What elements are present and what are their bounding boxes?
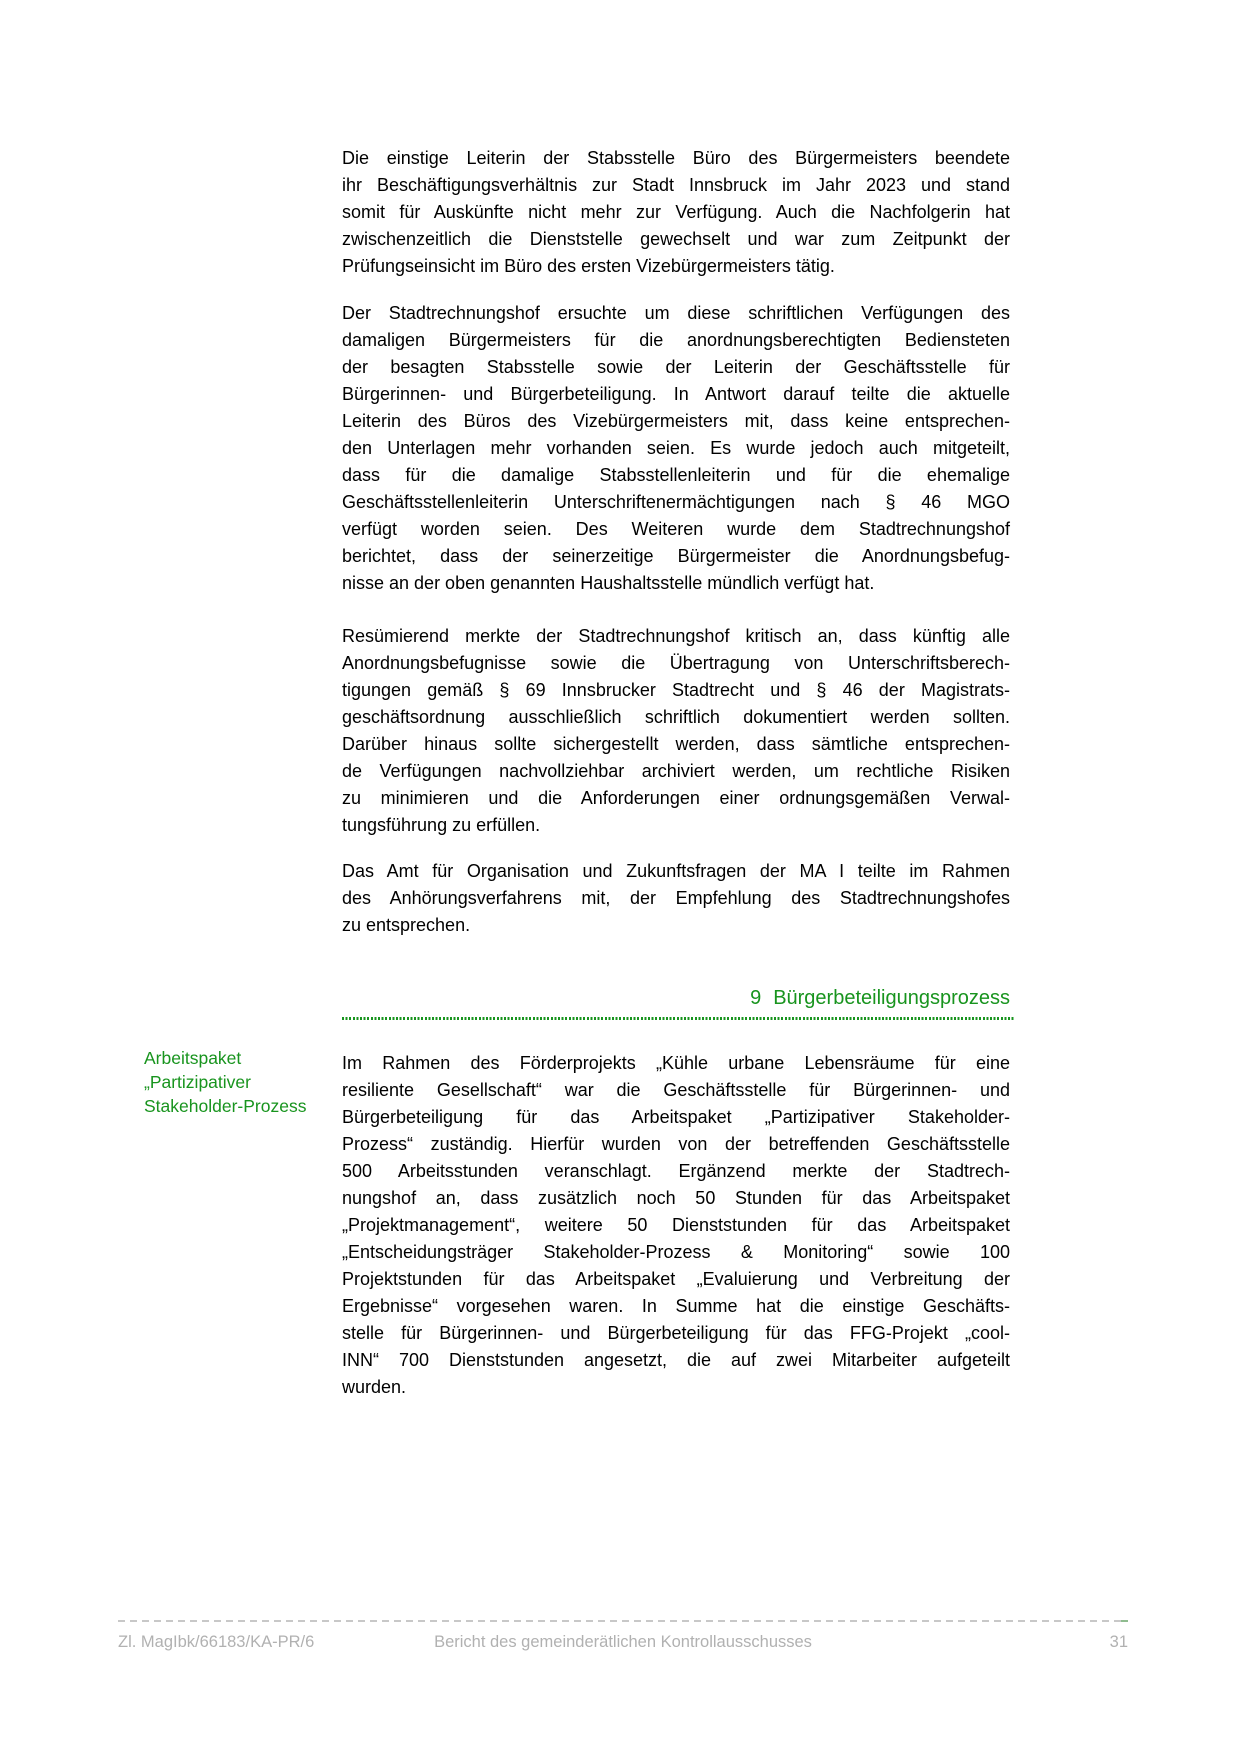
text-line: 500 Arbeitsstunden veranschlagt. Ergänzend merkte der Stadtrech- xyxy=(342,1161,1010,1181)
text-line: Geschäftsstellenleiterin Unterschriftenermächtigungen nach § 46 MGO xyxy=(342,492,1010,512)
footer-page-number: 31 xyxy=(1109,1633,1128,1651)
text-line: verfügt worden seien. Des Weiteren wurde dem Stadtrechnungshof xyxy=(342,519,1010,539)
text-line: zwischenzeitlich die Dienststelle gewechselt und war zum Zeitpunkt der xyxy=(342,229,1010,249)
text-line: Anordnungsbefugnisse sowie die Übertragung von Unterschriftsberech- xyxy=(342,653,1010,673)
section-number: 9 xyxy=(750,987,762,1009)
text-line: Im Rahmen des Förderprojekts „Kühle urbane Lebensräume für eine xyxy=(342,1053,1010,1073)
paragraph-resuemee-empfehlung xyxy=(342,623,1010,839)
margin-note-arbeitspaket xyxy=(144,1046,359,1118)
text-line: „Projektmanagement“, weitere 50 Dienststunden für das Arbeitspaket xyxy=(342,1215,1010,1235)
text-line: Bürgerinnen- und Bürgerbeteiligung. In Antwort darauf teilte die aktuelle xyxy=(342,384,1010,404)
paragraph-anhoerungsverfahren xyxy=(342,858,1010,939)
text-line: „Partizipativer xyxy=(144,1072,251,1092)
footer-reference-number: Zl. MagIbk/66183/KA-PR/6 xyxy=(118,1633,315,1651)
text-line: den Unterlagen mehr vorhanden seien. Es wurde jedoch auch mitgeteilt, xyxy=(342,438,1010,458)
text-line: berichtet, dass der seinerzeitige Bürgermeister die Anordnungsbefug- xyxy=(342,546,1010,566)
text-line: nisse an der oben genannten Haushaltsstelle mündlich verfügt hat. xyxy=(342,573,875,593)
text-line: Ergebnisse“ vorgesehen waren. In Summe hat die einstige Geschäfts- xyxy=(342,1296,1010,1316)
text-line: dass für die damalige Stabsstellenleiterin und für die ehemalige xyxy=(342,465,1010,485)
text-line: Leiterin des Büros des Vizebürgermeisters mit, dass keine entsprechen- xyxy=(342,411,1010,431)
text-line: somit für Auskünfte nicht mehr zur Verfügung. Auch die Nachfolgerin hat xyxy=(342,202,1010,222)
text-line: resiliente Gesellschaft“ war die Geschäftsstelle für Bürgerinnen- und xyxy=(342,1080,1010,1100)
text-line: Arbeitspaket xyxy=(144,1048,242,1068)
footer-dashed-divider xyxy=(118,1620,1128,1622)
paragraph-leiterin-stabsstelle xyxy=(342,145,1010,280)
section-heading xyxy=(342,986,1010,1010)
section-divider-dotted-line xyxy=(342,1017,1014,1020)
text-line: Stakeholder-Prozess xyxy=(144,1096,307,1116)
text-line: Die einstige Leiterin der Stabsstelle Büro des Bürgermeisters beendete xyxy=(342,148,1010,168)
text-line: zu entsprechen. xyxy=(342,915,471,935)
text-line: INN“ 700 Dienststunden angesetzt, die auf zwei Mitarbeiter aufgeteilt xyxy=(342,1350,1010,1370)
page-footer xyxy=(118,1631,1128,1653)
text-line: stelle für Bürgerinnen- und Bürgerbeteiligung für das FFG-Projekt „cool- xyxy=(342,1323,1010,1343)
text-line: Prüfungseinsicht im Büro des ersten Vizebürgermeisters tätig. xyxy=(342,256,835,276)
text-line: tungsführung zu erfüllen. xyxy=(342,815,541,835)
text-line: damaligen Bürgermeisters für die anordnungsberechtigten Bediensteten xyxy=(342,330,1010,350)
text-line: zu minimieren und die Anforderungen einer ordnungsgemäßen Verwal- xyxy=(342,788,1010,808)
paragraph-foerderprojekt-coolinn xyxy=(342,1050,1010,1401)
text-line: Das Amt für Organisation und Zukunftsfragen der MA I teilte im Rahmen xyxy=(342,861,1010,881)
text-line: Der Stadtrechnungshof ersuchte um diese schriftlichen Verfügungen des xyxy=(342,303,1010,323)
text-line: tigungen gemäß § 69 Innsbrucker Stadtrecht und § 46 der Magistrats- xyxy=(342,680,1010,700)
text-line: Prozess“ zuständig. Hierfür wurden von der betreffenden Geschäftsstelle xyxy=(342,1134,1010,1154)
text-line: der besagten Stabsstelle sowie der Leiterin der Geschäftsstelle für xyxy=(342,357,1010,377)
text-line: des Anhörungsverfahrens mit, der Empfehlung des Stadtrechnungshofes xyxy=(342,888,1010,908)
text-line: Resümierend merkte der Stadtrechnungshof kritisch an, dass künftig alle xyxy=(342,626,1010,646)
text-line: Darüber hinaus sollte sichergestellt werden, dass sämtliche entsprechen- xyxy=(342,734,1010,754)
footer-divider-green-end xyxy=(1121,1620,1128,1622)
text-line: Bürgerbeteiligung für das Arbeitspaket „Partizipativer Stakeholder- xyxy=(342,1107,1010,1127)
text-line: ihr Beschäftigungsverhältnis zur Stadt Innsbruck im Jahr 2023 und stand xyxy=(342,175,1010,195)
text-line: geschäftsordnung ausschließlich schriftlich dokumentiert werden sollten. xyxy=(342,707,1010,727)
text-line: nungshof an, dass zusätzlich noch 50 Stunden für das Arbeitspaket xyxy=(342,1188,1010,1208)
text-line: „Entscheidungsträger Stakeholder-Prozess & Monitoring“ sowie 100 xyxy=(342,1242,1010,1262)
section-title: Bürgerbeteiligungsprozess xyxy=(773,987,1010,1009)
footer-document-title: Bericht des gemeinderätlichen Kontrollausschusses xyxy=(434,1633,812,1651)
text-line: wurden. xyxy=(342,1377,407,1397)
text-line: de Verfügungen nachvollziehbar archiviert werden, um rechtliche Risiken xyxy=(342,761,1010,781)
paragraph-schriftliche-verfuegungen xyxy=(342,300,1010,597)
text-line: Projektstunden für das Arbeitspaket „Evaluierung und Verbreitung der xyxy=(342,1269,1010,1289)
